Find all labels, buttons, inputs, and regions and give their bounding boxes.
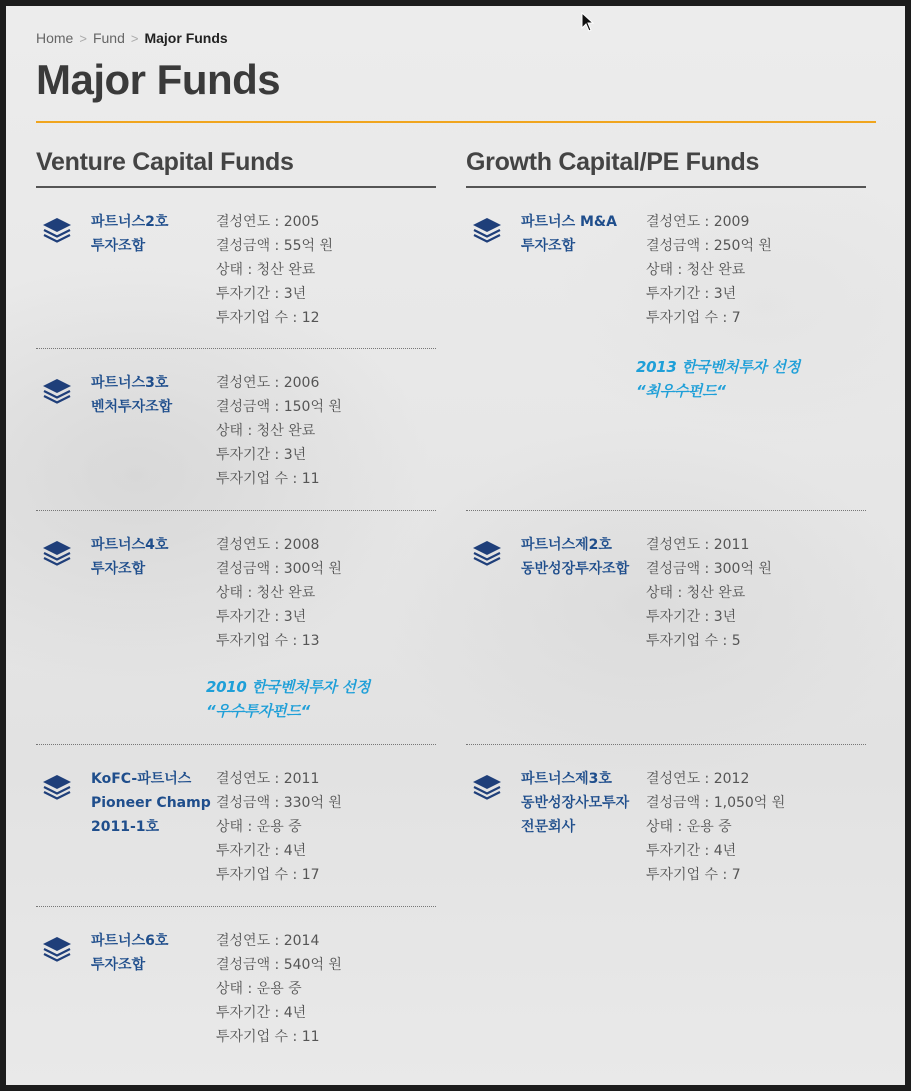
growth-fund-list — [466, 188, 866, 905]
fund-period — [646, 839, 785, 863]
fund-status-label: 상태 : — [216, 981, 257, 997]
fund-amount-label: 결성금액 : — [646, 238, 714, 254]
fund-status — [216, 977, 342, 1001]
fund-amount-value: 150억 원 — [283, 399, 342, 415]
venture-fund-list — [36, 188, 436, 1067]
mouse-cursor-icon — [581, 12, 595, 34]
fund-period-label: 투자기간 : — [216, 609, 284, 625]
layers-icon — [40, 769, 74, 803]
fund-companies-value: 13 — [301, 633, 320, 649]
fund-year-label: 결성연도 : — [646, 771, 714, 787]
fund-year — [216, 929, 342, 953]
layers-icon — [470, 769, 504, 803]
fund-details — [216, 929, 342, 1049]
fund-status-label: 상태 : — [216, 262, 257, 278]
fund-status — [216, 258, 333, 282]
fund-status-value: 운용 중 — [686, 819, 732, 835]
fund-year-value: 2012 — [713, 771, 750, 787]
fund-item — [36, 188, 436, 349]
fund-companies-value: 17 — [301, 867, 320, 883]
fund-amount-value: 1,050억 원 — [713, 795, 786, 811]
fund-year-label: 결성연도 : — [216, 933, 284, 949]
venture-capital-heading: Venture Capital Funds — [36, 148, 436, 188]
fund-status-label: 상태 : — [646, 262, 687, 278]
breadcrumb — [36, 30, 228, 46]
fund-status — [646, 581, 772, 605]
fund-amount — [216, 234, 333, 258]
fund-period — [216, 282, 333, 306]
fund-year — [646, 210, 772, 234]
fund-period — [646, 282, 772, 306]
fund-name[interactable]: KoFC-파트너스 Pioneer Champ 2011-1호 — [91, 771, 211, 835]
fund-status-label: 상태 : — [646, 585, 687, 601]
fund-companies-value: 7 — [731, 867, 741, 883]
venture-capital-column — [36, 148, 436, 1067]
fund-period-label: 투자기간 : — [646, 609, 714, 625]
fund-year-value: 2009 — [713, 214, 750, 230]
fund-item — [466, 745, 866, 905]
fund-companies-label: 투자기업 수 : — [216, 471, 302, 487]
fund-period — [216, 839, 342, 863]
fund-year — [216, 371, 342, 395]
fund-period-value: 4년 — [713, 843, 737, 859]
fund-amount-value: 55억 원 — [283, 238, 334, 254]
fund-period-label: 투자기간 : — [216, 447, 284, 463]
fund-year — [646, 533, 772, 557]
page-frame — [6, 6, 905, 1085]
fund-period-value: 4년 — [283, 1005, 307, 1021]
fund-item — [466, 188, 866, 511]
fund-period-label: 투자기간 : — [216, 286, 284, 302]
fund-companies-label: 투자기업 수 : — [216, 867, 302, 883]
fund-item — [36, 349, 436, 511]
chevron-right-icon: > — [130, 30, 139, 46]
fund-status — [646, 258, 772, 282]
fund-amount — [646, 791, 785, 815]
fund-details — [216, 371, 342, 491]
fund-year-value: 2006 — [283, 375, 320, 391]
fund-amount — [646, 557, 772, 581]
fund-status-label: 상태 : — [216, 423, 257, 439]
fund-year-value: 2014 — [283, 933, 320, 949]
fund-amount — [216, 395, 342, 419]
fund-period-label: 투자기간 : — [216, 843, 284, 859]
fund-status-value: 청산 완료 — [256, 585, 316, 601]
fund-name[interactable]: 파트너스제2호 동반성장투자조합 — [521, 537, 630, 577]
fund-amount-label: 결성금액 : — [216, 238, 284, 254]
fund-period — [216, 443, 342, 467]
fund-period — [646, 605, 772, 629]
fund-status-value: 청산 완료 — [686, 262, 746, 278]
layers-icon — [40, 373, 74, 407]
fund-status-label: 상태 : — [216, 819, 257, 835]
fund-amount-label: 결성금액 : — [216, 561, 284, 577]
fund-companies-value: 5 — [731, 633, 741, 649]
fund-status-value: 청산 완료 — [256, 423, 316, 439]
fund-period-value: 4년 — [283, 843, 307, 859]
fund-year-label: 결성연도 : — [216, 537, 284, 553]
fund-amount — [216, 953, 342, 977]
fund-companies-label: 투자기업 수 : — [646, 867, 732, 883]
award-text: 2013 한국벤처투자 선정 “최우수펀드“ — [636, 358, 800, 400]
fund-item — [466, 511, 866, 745]
fund-year-label: 결성연도 : — [216, 214, 284, 230]
fund-name[interactable]: 파트너스2호 투자조합 — [91, 214, 169, 254]
fund-period-value: 3년 — [713, 609, 737, 625]
fund-status — [216, 419, 342, 443]
fund-period-label: 투자기간 : — [646, 286, 714, 302]
fund-amount-label: 결성금액 : — [216, 399, 284, 415]
fund-details — [646, 210, 772, 330]
fund-year-label: 결성연도 : — [646, 537, 714, 553]
fund-companies — [646, 629, 772, 653]
growth-capital-heading: Growth Capital/PE Funds — [466, 148, 866, 188]
fund-status-value: 운용 중 — [256, 819, 302, 835]
fund-status-label: 상태 : — [216, 585, 257, 601]
fund-name[interactable]: 파트너스3호 벤처투자조합 — [91, 375, 173, 415]
fund-item — [36, 511, 436, 745]
fund-status — [216, 581, 342, 605]
fund-period-value: 3년 — [713, 286, 737, 302]
fund-item — [36, 745, 436, 907]
fund-name[interactable]: 파트너스6호 투자조합 — [91, 933, 169, 973]
fund-amount-label: 결성금액 : — [216, 957, 284, 973]
fund-amount — [216, 557, 342, 581]
fund-companies — [216, 467, 342, 491]
fund-status — [216, 815, 342, 839]
fund-year — [216, 767, 342, 791]
fund-companies-value: 12 — [301, 310, 320, 326]
fund-companies-label: 투자기업 수 : — [646, 633, 732, 649]
fund-period — [216, 605, 342, 629]
fund-status-value: 청산 완료 — [686, 585, 746, 601]
fund-status-value: 청산 완료 — [256, 262, 316, 278]
breadcrumb-home-link[interactable]: Home — [36, 30, 74, 46]
fund-companies-value: 7 — [731, 310, 741, 326]
fund-status — [646, 815, 785, 839]
fund-details — [216, 767, 342, 887]
fund-status-label: 상태 : — [646, 819, 687, 835]
fund-period-value: 3년 — [283, 609, 307, 625]
fund-year-label: 결성연도 : — [646, 214, 714, 230]
layers-icon — [40, 212, 74, 246]
fund-amount-label: 결성금액 : — [646, 795, 714, 811]
layers-icon — [40, 931, 74, 965]
layers-icon — [40, 535, 74, 569]
fund-name[interactable]: 파트너스 M&A 투자조합 — [521, 214, 617, 254]
fund-name[interactable]: 파트너스제3호 동반성장사모투자 전문회사 — [521, 771, 630, 835]
fund-amount-value: 330억 원 — [283, 795, 342, 811]
breadcrumb-current: Major Funds — [144, 30, 228, 46]
fund-year-label: 결성연도 : — [216, 771, 284, 787]
fund-companies — [646, 863, 785, 887]
fund-companies — [646, 306, 772, 330]
layers-icon — [470, 535, 504, 569]
title-divider — [36, 121, 876, 123]
fund-companies — [216, 863, 342, 887]
fund-amount-label: 결성금액 : — [646, 561, 714, 577]
fund-year-value: 2005 — [283, 214, 320, 230]
fund-item — [36, 907, 436, 1067]
layers-icon — [470, 212, 504, 246]
fund-amount — [216, 791, 342, 815]
breadcrumb-fund-link[interactable]: Fund — [92, 30, 125, 46]
fund-amount-value: 300억 원 — [713, 561, 772, 577]
fund-year-value: 2011 — [713, 537, 750, 553]
growth-capital-column — [466, 148, 866, 905]
fund-amount-label: 결성금액 : — [216, 795, 284, 811]
fund-year-label: 결성연도 : — [216, 375, 284, 391]
fund-companies-label: 투자기업 수 : — [646, 310, 732, 326]
fund-companies — [216, 306, 333, 330]
fund-details — [216, 210, 333, 330]
fund-year — [216, 210, 333, 234]
fund-period-value: 3년 — [283, 447, 307, 463]
fund-period — [216, 1001, 342, 1025]
page-title: Major Funds — [36, 56, 281, 103]
fund-details — [646, 767, 785, 887]
fund-details — [216, 533, 342, 653]
fund-year — [646, 767, 785, 791]
fund-amount-value: 250억 원 — [713, 238, 772, 254]
fund-companies-value: 11 — [301, 471, 320, 487]
fund-companies-label: 투자기업 수 : — [216, 310, 302, 326]
chevron-right-icon: > — [79, 30, 87, 46]
fund-companies — [216, 1025, 342, 1049]
fund-status-value: 운용 중 — [256, 981, 302, 997]
fund-amount-value: 540억 원 — [283, 957, 342, 973]
fund-companies-label: 투자기업 수 : — [216, 633, 302, 649]
fund-amount — [646, 234, 772, 258]
fund-year-value: 2011 — [283, 771, 320, 787]
fund-details — [646, 533, 772, 653]
fund-period-value: 3년 — [283, 286, 307, 302]
fund-amount-value: 300억 원 — [283, 561, 342, 577]
fund-companies — [216, 629, 342, 653]
fund-period-label: 투자기간 : — [646, 843, 714, 859]
fund-name[interactable]: 파트너스4호 투자조합 — [91, 537, 169, 577]
fund-year-value: 2008 — [283, 537, 320, 553]
fund-companies-label: 투자기업 수 : — [216, 1029, 302, 1045]
award-text: 2010 한국벤처투자 선정 “우수투자펀드“ — [206, 678, 370, 720]
fund-period-label: 투자기간 : — [216, 1005, 284, 1021]
fund-companies-value: 11 — [301, 1029, 320, 1045]
fund-year — [216, 533, 342, 557]
